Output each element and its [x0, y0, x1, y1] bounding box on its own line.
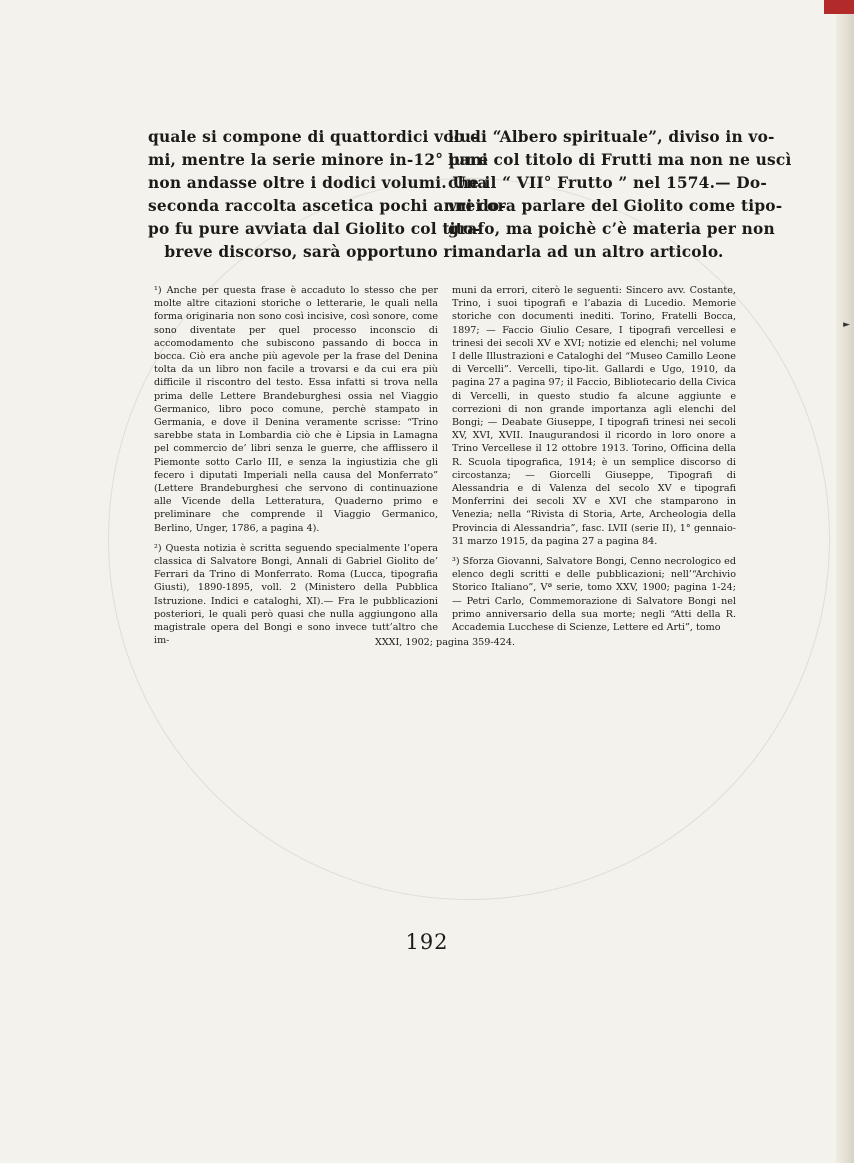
left-column-line: seconda raccolta ascetica pochi anni do-: [148, 197, 506, 215]
page-edge: [836, 0, 854, 1163]
right-column-line: lo di “Albero spirituale”, diviso in vo-: [448, 128, 775, 146]
closing-line: breve discorso, sarà opportuno rimandarla ad un altro articolo.: [164, 243, 724, 261]
text-line: [148, 149, 792, 172]
main-text: [148, 126, 792, 264]
footnotes: [154, 284, 736, 654]
footnote-2: ²) Questa notizia è scritta seguendo specialmente l’opera classica di Salvatore Bongi, Annali di Gabriel Giolito de’ Ferrari da Trino di Monferrato. Roma (Lucca, tipografia Giusti), 1890-1895, voll. 2 (Ministero della Pubblica Istruzione. Indici e cataloghi, XI).— Fra le pubblicazioni posteriori, le quali però quasi che nulla aggiungono alla magistrale opera del Bongi e sono invece tutt’altro che im-: [154, 542, 438, 647]
left-column-line: quale si compone di quattordici volu-: [148, 128, 478, 146]
text-line: [148, 195, 783, 218]
right-column-line: grafo, ma poichè c’è materia per non: [448, 220, 775, 238]
left-column-line: mi, mentre la serie minore in-12° pare: [148, 151, 489, 169]
margin-arrow-icon: ►: [843, 320, 850, 330]
text-line: [148, 172, 767, 195]
text-last-line: [148, 241, 740, 264]
footnote-3: ³) Sforza Giovanni, Salvatore Bongi, Cenno necrologico ed elenco degli scritti e delle pubblicazioni; nell’“Archivio Storico Italiano”, Vª serie, tomo XXV, 1900; pagina 1-24; — Petri Carlo, Commemorazione di Salvatore Bongi nel primo anniversario della sua morte; negli “Atti della R. Accademia Lucchese di Scienze, Lettere ed Arti”, tomo: [452, 556, 736, 634]
corner-tab: [824, 0, 854, 14]
footnotes-right-column: [452, 284, 736, 654]
footnote-2-continued: muni da errori, citerò le seguenti: Sincero avv. Costante, Trino, i suoi tipografi e l’abazia di Lucedio. Memorie storiche con documenti inediti. Torino, Fratelli Bocca, 1897; — Faccio Giulio Cesare, I tipografi vercellesi e trinesi dei secoli XV e XVI; notizie ed elenchi; nel volume I delle Illustrazioni e Cataloghi del “Museo Camillo Leone di Vercelli”. Vercelli, tipo-lit. Gallardi e Ugo, 1910, da pagina 27 a pagina 97; il Faccio, Bibliotecario della Civica di Vercelli, in questo studio fa alcune aggiunte e correzioni di non grande importanza agli elenchi del Bongi; — Deabate Giuseppe, I tipografi trinesi nei secoli XV, XVI, XVII. Inaugurandosi il ricordo in loro onore a Trino Vercellese il 12 ottobre 1913. Torino, Officina della R. Scuola tipografica, 1914; è un semplice discorso di circostanza; — Giorcelli Giuseppe, Tipografi di Alessandria e di Valenza del secolo XV e tipografi Monferrini dei secoli XV e XVI che stamparono in Venezia; nella “Rivista di Storia, Arte, Archeologia della Provincia di Alessandria”, fasc. LVII (serie II), 1° gennaio-31 marzo 1915, da pagina 27 a pagina 84.: [452, 285, 736, 547]
right-column-line: vrei ora parlare del Giolito come tipo-: [448, 197, 783, 215]
footnote-tail: XXXI, 1902; pagina 359-424.: [374, 637, 515, 648]
right-column-line: lumi col titolo di Frutti ma non ne uscì: [448, 151, 792, 169]
page-number: 192: [405, 930, 449, 954]
footnote-1: ¹) Anche per questa frase è accaduto lo stesso che per molte altre citazioni storiche o letterarie, le quali nella forma originaria non sono così incisive, così sonore, come sono diventate per quel processo inconscio di accomodamento che subiscono passando di bocca in bocca. Ciò era anche più agevole per la frase del Denina tolta da un libro non facile a trovarsi e da cui era più difficile il riscontro del testo. Essa infatti si trova nella prima delle Lettere Brandeburghesi ossia nel Viaggio Germanico, libro poco comune, perchè stampato in Germania, e dove il Denina veramente scrisse: “Trino sarebbe stata in Lombardia ciò che è Lipsia in Lamagna pel commercio de’ libri senza le guerre, che afflissero il Piemonte sotto Carlo III, e senza la ingiustizia che gli fecero i diputati Imperiali nella causa del Monferrato” (Lettere Brandeburghesi che servono di continuazione alle Vicende della Letteratura, Quaderno primo e preliminare che comprende il Viaggio Germanico, Berlino, Unger, 1786, a pagina 4).: [154, 285, 438, 534]
text-line: [148, 126, 775, 149]
footnotes-left-column: [154, 284, 438, 654]
right-column-line: che il “ VII° Frutto ” nel 1574.— Do-: [448, 174, 767, 192]
left-column-line: po fu pure avviata dal Giolito col tito-: [148, 220, 481, 238]
text-line: [148, 218, 775, 241]
left-column-line: non andasse oltre i dodici volumi. Una: [148, 174, 488, 192]
